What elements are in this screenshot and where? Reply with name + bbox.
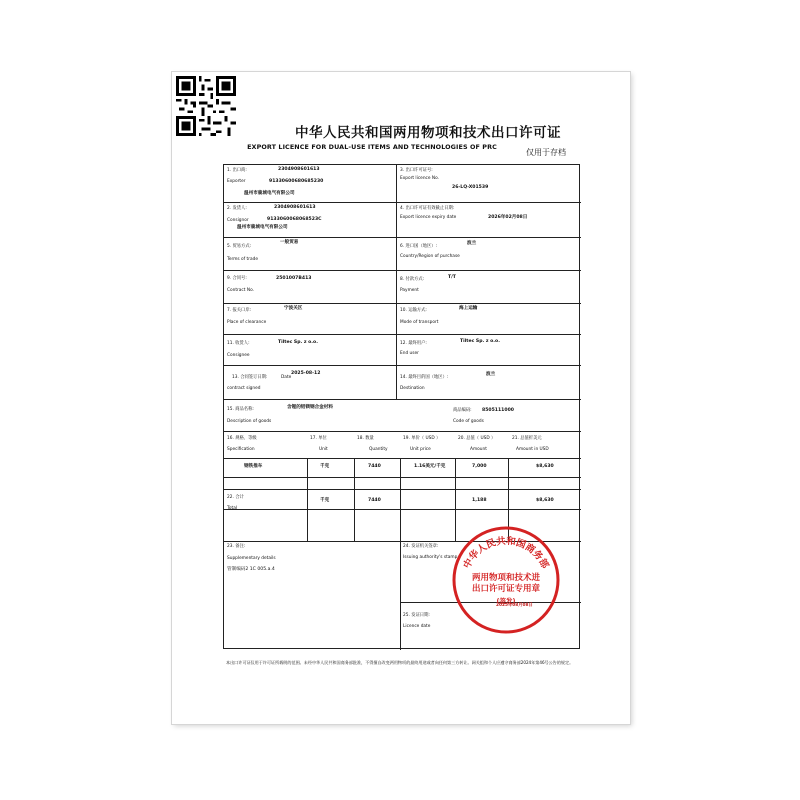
end-user-value: Tiltec Sp. z o.o. <box>460 339 500 344</box>
svg-text:两用物项和技术进: 两用物项和技术进 <box>471 573 541 583</box>
payment-value: T/T <box>448 275 456 280</box>
contract-date-prefix: Date <box>281 375 292 380</box>
col-unit-cn: 17. 单位 <box>310 436 327 441</box>
end-user-label-en: End user <box>400 351 419 356</box>
total-label: 22. 合计 <box>227 495 244 500</box>
goods-value: 含锂的铝镁钢合金材料 <box>287 405 333 410</box>
issuer-label: 24. 发证机关签章: <box>403 544 439 549</box>
goods-label-en: Description of goods <box>227 419 272 424</box>
remarks-value: 管制编码2 1C 005.a.4 <box>227 567 275 572</box>
consignor-code: 2304908601613 <box>274 205 316 210</box>
col-usd-cn: 21. 总值折美元 <box>512 436 542 441</box>
goods-code-label-en: Code of goods <box>453 419 484 424</box>
destination-label: 14. 最终目的国（地区）: <box>400 375 449 380</box>
clearance-label-en: Place of clearance <box>227 320 267 325</box>
col-unit-en: Unit <box>319 447 328 452</box>
import-country-label-en: Country/Region of purchase <box>400 254 460 259</box>
contract-no-label-en: Contract No. <box>227 288 254 293</box>
row-qty: 7440 <box>368 464 381 469</box>
clearance-value: 宁波关区 <box>284 306 303 311</box>
licence-no-label-en: Export licence No. <box>400 176 440 181</box>
contract-date-label: 13. 合同签订日期: <box>232 375 268 380</box>
consignor-name: 温州市鹿城电气有限公司 <box>237 225 288 230</box>
row-spec: 钢铁推车 <box>244 464 263 469</box>
footnote: 本出口许可证仅用于许可证所载明的范围。未经中华人民共和国商务部批准，不得擅自改变两用物项的最终用途或者向任何第三方转让。网关组和个人应遵守商务部2024年第46号公告的规定。 <box>226 660 574 665</box>
consignor-label: 2. 发货人: <box>227 206 247 211</box>
expiry-label: 4. 出口许可证有效截止日期: <box>400 206 455 211</box>
consignor-label-en: Consignor <box>227 218 249 223</box>
goods-label: 15. 商品名称: <box>227 407 254 412</box>
contract-no-value: 2501007B413 <box>276 276 312 281</box>
row-amount: 7,000 <box>472 464 487 469</box>
import-country-label: 6. 进口国（地区）: <box>400 244 437 249</box>
total-qty: 7440 <box>368 498 381 503</box>
svg-text:出口许可证专用章: 出口许可证专用章 <box>471 584 541 594</box>
contract-date-value: 2025-08-12 <box>291 371 321 376</box>
remarks-label-en: Supplementary details <box>227 556 276 561</box>
destination-label-en: Destination <box>400 386 425 391</box>
goods-code-label: 商品编码: <box>453 408 472 413</box>
exporter-credit-code: 91330600680685230 <box>269 179 324 184</box>
col-qty-en: Quantity <box>369 447 388 452</box>
official-seal <box>450 524 562 636</box>
col-spec-cn: 16. 规格、等级 <box>227 436 257 441</box>
trade-terms-value: 一般贸易 <box>280 240 299 245</box>
total-label-en: Total <box>227 506 238 511</box>
import-country-value: 波兰 <box>467 241 477 246</box>
consignee-label: 11. 收货人: <box>227 341 250 346</box>
contract-date-label-en: contract signed <box>227 386 261 391</box>
issuer-label-en: Issuing authority's stamp <box>403 555 458 560</box>
col-amount-cn: 20. 总值（ USD ） <box>458 436 496 441</box>
title-english: EXPORT LICENCE FOR DUAL-USE ITEMS AND TECHNOLOGIES OF PRC <box>247 143 497 151</box>
col-usd-en: Amount in USD <box>516 447 549 452</box>
expiry-value: 2026年02月08日 <box>488 215 528 220</box>
exporter-label: 1. 出口商: <box>227 168 247 173</box>
exporter-label-en: Exporter <box>227 179 246 184</box>
payment-label-en: Payment <box>400 288 419 293</box>
total-usd: $8,630 <box>536 498 554 503</box>
col-price-cn: 19. 单价（ USD ） <box>403 436 441 441</box>
row-price: 1.16美元/千克 <box>414 464 446 469</box>
svg-text:中华人民共和国商务部: 中华人民共和国商务部 <box>461 535 551 571</box>
transport-value: 海上运输 <box>459 306 478 311</box>
title-chinese: 中华人民共和国两用物项和技术出口许可证 <box>295 125 561 141</box>
licence-document <box>172 72 630 724</box>
remarks-label: 23. 备注: <box>227 544 246 549</box>
consignee-value: Tiltec Sp. z o.o. <box>278 340 318 345</box>
consignor-credit-code: 9133060068068523C <box>267 217 322 222</box>
payment-label: 8. 付款方式: <box>400 277 425 282</box>
trade-terms-label: 5. 贸易方式: <box>227 244 252 249</box>
seal-sub: (签发) <box>496 597 516 605</box>
licence-no-value: 26-LQ-X01539 <box>452 185 489 190</box>
archive-note: 仅用于存档 <box>526 148 566 157</box>
licence-no-label: 3. 出口许可证号: <box>400 168 433 173</box>
seal-date: 2025年08月08日 <box>496 603 533 608</box>
total-amount: 1,188 <box>472 498 487 503</box>
exporter-name: 温州市鹿城电气有限公司 <box>244 191 295 196</box>
end-user-label: 12. 最终用户: <box>400 341 427 346</box>
total-unit: 千克 <box>320 498 330 503</box>
col-spec-en: Specification <box>227 447 255 452</box>
col-amount-en: Amount <box>470 447 487 452</box>
contract-no-label: 9. 合同号: <box>227 276 247 281</box>
col-price-en: Unit price <box>410 447 431 452</box>
exporter-code: 2304908601613 <box>278 167 320 172</box>
trade-terms-label-en: Terms of trade <box>227 257 258 262</box>
destination-value: 波兰 <box>486 372 496 377</box>
row-unit: 千克 <box>320 464 330 469</box>
clearance-label: 7. 报关口岸: <box>227 308 252 313</box>
licence-date-label-en: Licence date <box>403 624 431 629</box>
qr-code <box>176 76 236 136</box>
goods-code-value: 8505111000 <box>482 408 514 413</box>
expiry-label-en: Export licence expiry date <box>400 215 457 220</box>
consignee-label-en: Consignee <box>227 353 250 358</box>
col-qty-cn: 18. 数量 <box>357 436 374 441</box>
transport-label-en: Mode of transport <box>400 320 439 325</box>
row-usd: $8,630 <box>536 464 554 469</box>
transport-label: 10. 运输方式: <box>400 308 427 313</box>
licence-date-label: 25. 发证日期: <box>403 613 430 618</box>
